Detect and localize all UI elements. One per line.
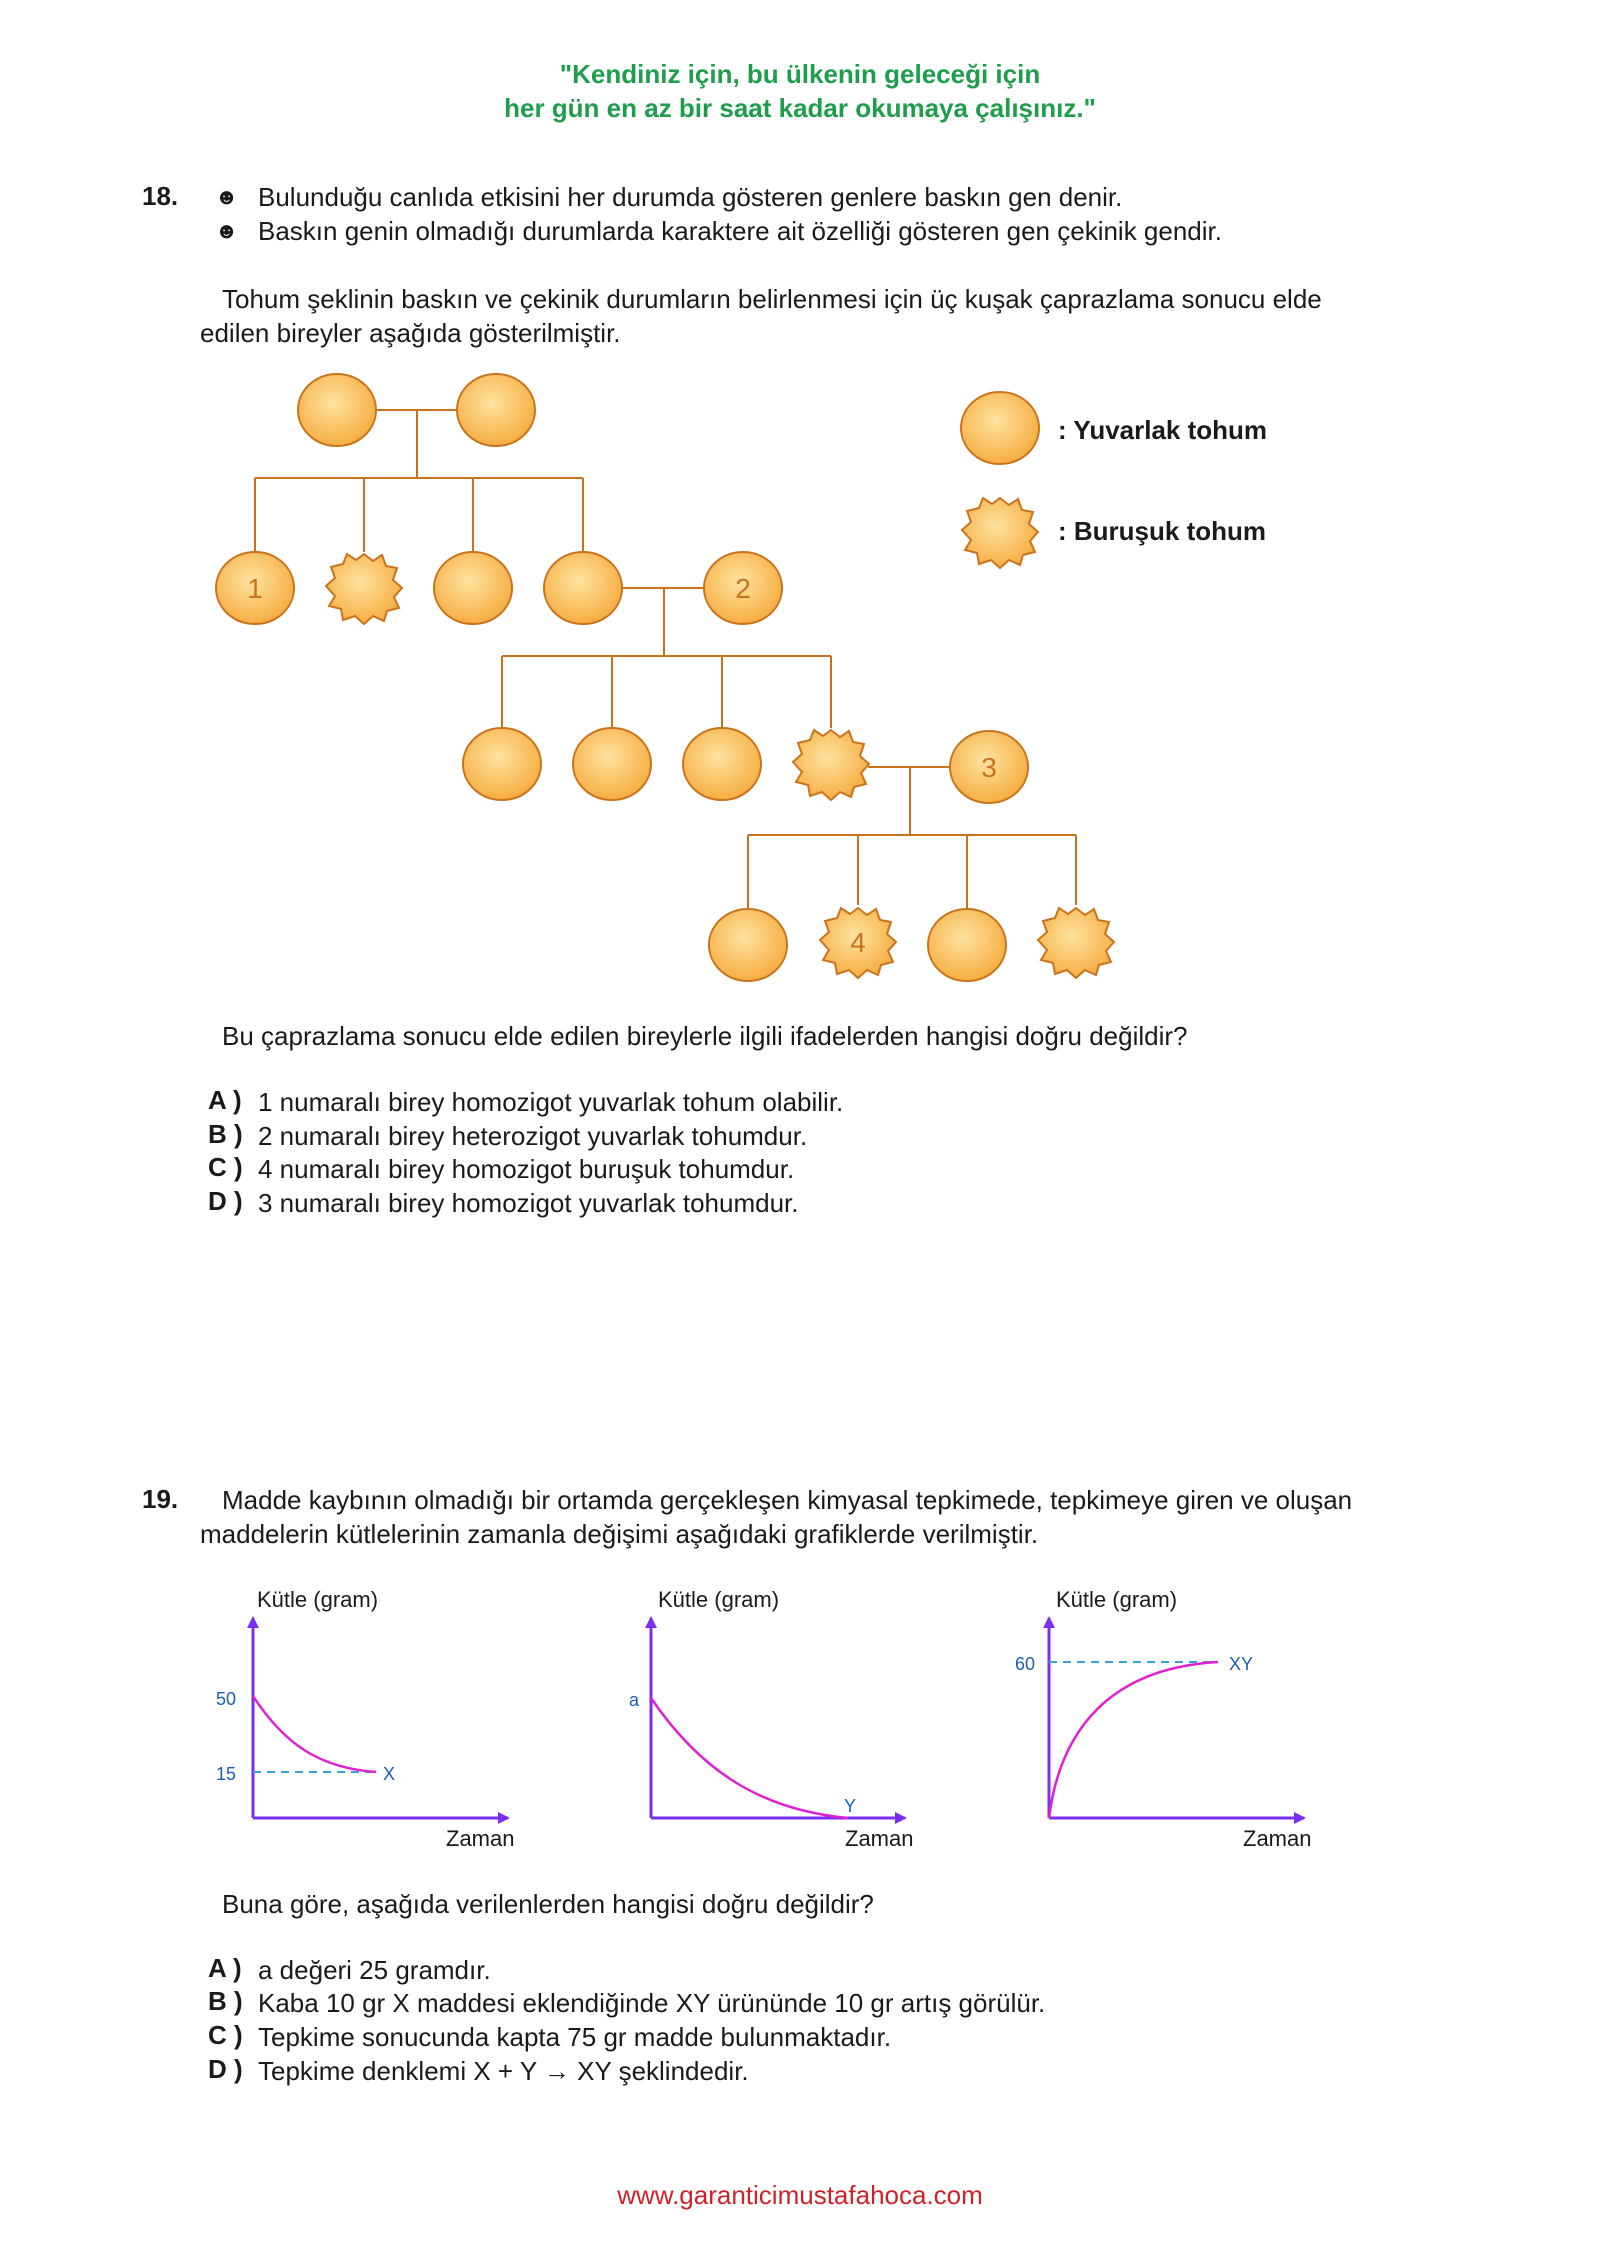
q19-option-d-text: Tepkime denklemi X + Y → XY şeklindedir. bbox=[258, 2056, 749, 2086]
legend-round-seed-icon bbox=[961, 392, 1039, 464]
q18-option-d-text: 3 numaralı birey homozigot yuvarlak tohumdur. bbox=[258, 1188, 799, 1218]
seed-round-parent-2 bbox=[457, 374, 535, 446]
seed-wrinkled bbox=[1038, 908, 1114, 978]
chart-xy-mass bbox=[1015, 1587, 1311, 1851]
seed-round-parent-1 bbox=[298, 374, 376, 446]
chart-1-ylabel: Kütle (gram) bbox=[257, 1587, 379, 1612]
pedigree-diagram bbox=[0, 0, 1600, 1020]
chart-3-curve-xy bbox=[1049, 1662, 1218, 1818]
q18-option-c-text: 4 numaralı birey homozigot buruşuk tohumdur. bbox=[258, 1154, 795, 1184]
seed-round bbox=[463, 728, 541, 800]
seed-round bbox=[434, 552, 512, 624]
question-19-number: 19. bbox=[142, 1484, 179, 1514]
q19-intro-line-1: Madde kaybının olmadığı bir ortamda gerçekleşen kimyasal tepkimede, tepkimeye giren ve oluşan bbox=[222, 1485, 1353, 1515]
individual-number-1: 1 bbox=[247, 573, 263, 604]
q19-intro-line-2: maddelerin kütlelerinin zamanla değişimi aşağıdaki grafiklerde verilmiştir. bbox=[200, 1519, 1039, 1549]
q19-option-b-letter: B ) bbox=[208, 1986, 243, 2016]
seed-wrinkled bbox=[326, 554, 402, 624]
seed-round bbox=[928, 909, 1006, 981]
bullet-icon: ☻ bbox=[215, 218, 239, 243]
q19-option-c-text: Tepkime sonucunda kapta 75 gr madde bulunmaktadır. bbox=[258, 2022, 892, 2052]
seed-round bbox=[544, 552, 622, 624]
question-18-number: 18. bbox=[142, 181, 179, 211]
chart-1-tick-50: 50 bbox=[216, 1689, 237, 1709]
individual-number-3: 3 bbox=[981, 752, 997, 783]
q19-question: Buna göre, aşağıda verilenlerden hangisi doğru değildir? bbox=[222, 1889, 874, 1919]
chart-3-series-label: XY bbox=[1229, 1654, 1254, 1674]
chart-1-xlabel: Zaman bbox=[446, 1826, 515, 1851]
seed-round bbox=[709, 909, 787, 981]
q19-option-d-letter: D ) bbox=[208, 2054, 243, 2084]
q19-option-a-text: a değeri 25 gramdır. bbox=[258, 1955, 491, 1985]
chart-2-xlabel: Zaman bbox=[845, 1826, 914, 1851]
q18-intro-line-2: edilen bireyler aşağıda gösterilmiştir. bbox=[200, 318, 621, 348]
legend-wrinkled-label: : Buruşuk tohum bbox=[1058, 516, 1266, 546]
footer-link[interactable]: www.garanticimustafahoca.com bbox=[617, 2180, 983, 2210]
seed-wrinkled bbox=[793, 730, 869, 800]
q18-intro-line-1: Tohum şeklinin baskın ve çekinik durumların belirlenmesi için üç kuşak çaprazlama sonucu elde bbox=[222, 284, 1322, 314]
q18-option-d-letter: D ) bbox=[208, 1186, 243, 1216]
seed-round bbox=[683, 728, 761, 800]
legend-round-label: : Yuvarlak tohum bbox=[1058, 415, 1268, 445]
bullet-icon: ☻ bbox=[215, 184, 239, 209]
q18-option-c-letter: C ) bbox=[208, 1152, 243, 1182]
q19-option-c-letter: C ) bbox=[208, 2020, 243, 2050]
q18-option-b-text: 2 numaralı birey heterozigot yuvarlak tohumdur. bbox=[258, 1121, 808, 1151]
chart-1-curve-x bbox=[253, 1696, 376, 1772]
q19-option-a-letter: A ) bbox=[208, 1953, 242, 1983]
q18-option-b-letter: B ) bbox=[208, 1119, 243, 1149]
chart-1-series-label: X bbox=[383, 1764, 396, 1784]
chart-2-tick-a: a bbox=[629, 1690, 640, 1710]
mass-time-charts bbox=[0, 1570, 1600, 1860]
motto-line-1: "Kendiniz için, bu ülkenin geleceği için bbox=[559, 59, 1041, 89]
q18-bullet-1: Bulunduğu canlıda etkisini her durumda gösteren genlere baskın gen denir. bbox=[258, 182, 1123, 212]
chart-x-mass bbox=[216, 1587, 514, 1851]
motto-line-2: her gün en az bir saat kadar okumaya çalışınız." bbox=[504, 93, 1096, 123]
individual-number-4: 4 bbox=[850, 927, 866, 958]
q18-bullet-2: Baskın genin olmadığı durumlarda karaktere ait özelliği gösteren gen çekinik gendir. bbox=[258, 216, 1222, 246]
chart-3-ylabel: Kütle (gram) bbox=[1056, 1587, 1178, 1612]
q19-option-b-text: Kaba 10 gr X maddesi eklendiğinde XY ürününde 10 gr artış görülür. bbox=[258, 1988, 1046, 2018]
q18-option-a-letter: A ) bbox=[208, 1085, 242, 1115]
chart-3-xlabel: Zaman bbox=[1243, 1826, 1312, 1851]
q18-option-a-text: 1 numaralı birey homozigot yuvarlak tohum olabilir. bbox=[258, 1087, 844, 1117]
chart-2-curve-y bbox=[651, 1698, 848, 1818]
legend-wrinkled-seed-icon bbox=[962, 498, 1038, 568]
seed-round bbox=[573, 728, 651, 800]
chart-2-ylabel: Kütle (gram) bbox=[658, 1587, 780, 1612]
chart-3-tick-60: 60 bbox=[1015, 1654, 1036, 1674]
chart-2-series-label: Y bbox=[844, 1796, 857, 1816]
chart-1-tick-15: 15 bbox=[216, 1764, 237, 1784]
q18-question: Bu çaprazlama sonucu elde edilen bireylerle ilgili ifadelerden hangisi doğru değildir? bbox=[222, 1021, 1188, 1051]
chart-y-mass bbox=[629, 1587, 913, 1851]
individual-number-2: 2 bbox=[735, 573, 751, 604]
